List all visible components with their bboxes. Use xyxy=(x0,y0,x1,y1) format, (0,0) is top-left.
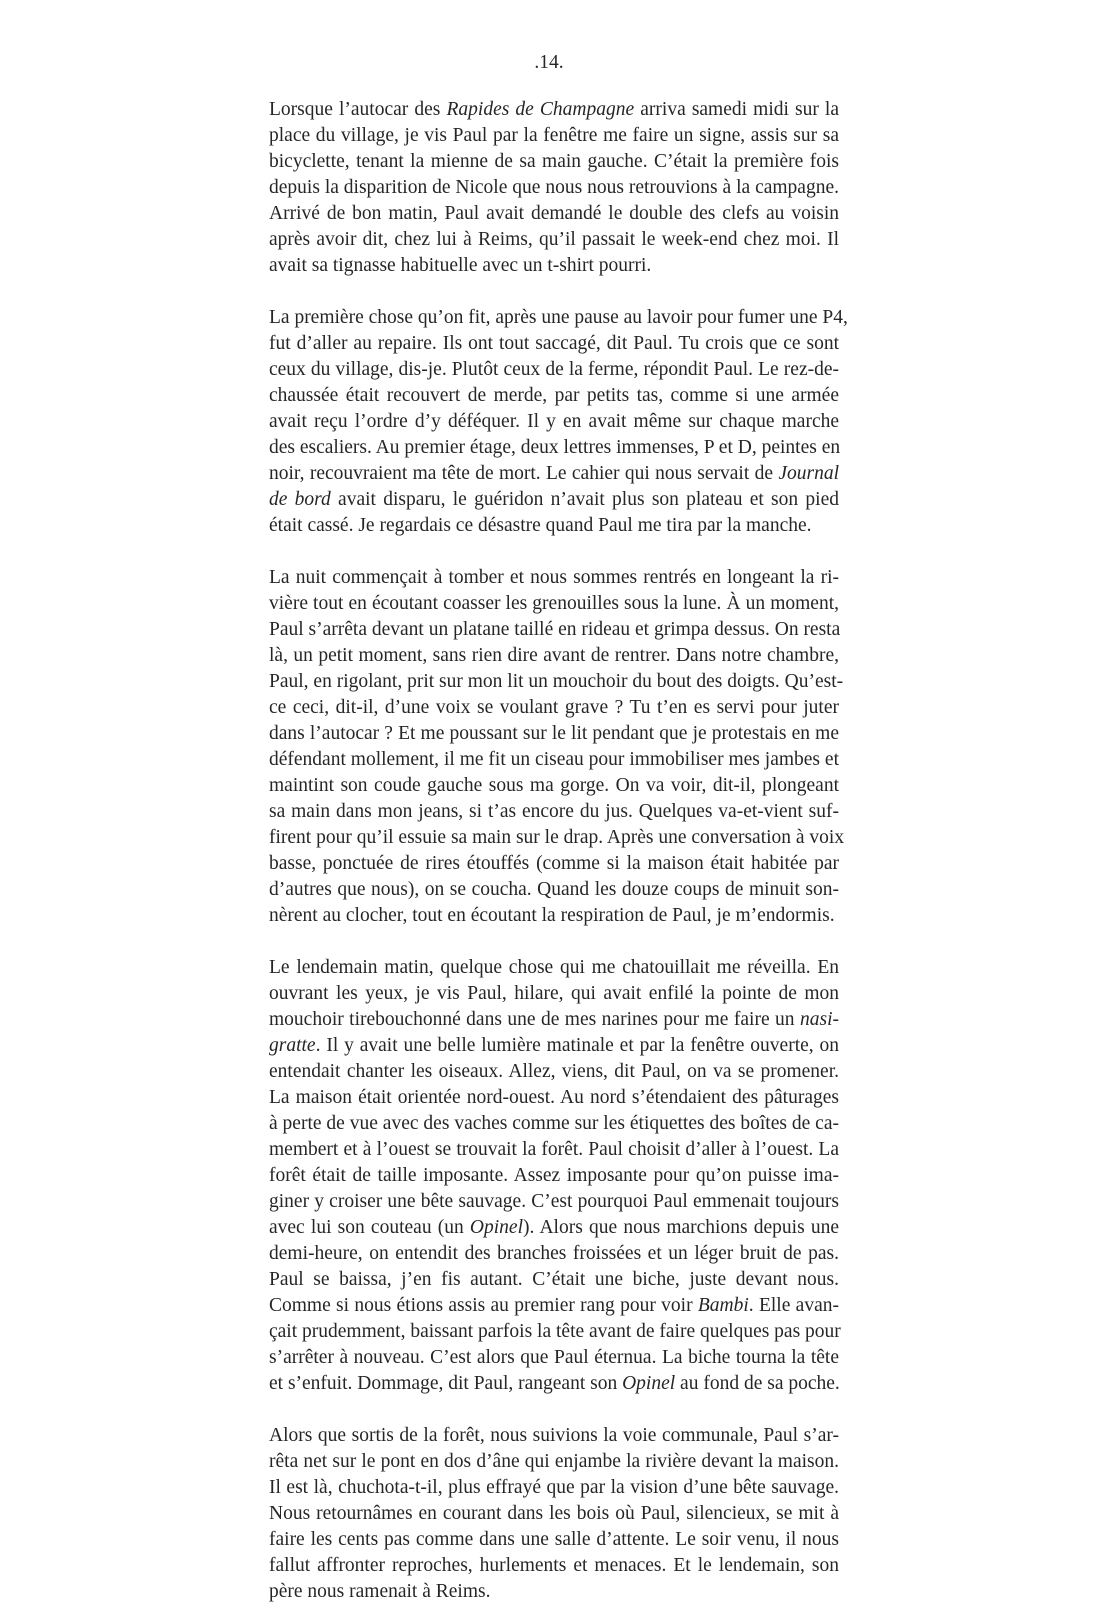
paragraph xyxy=(269,565,845,929)
text-segment: défendant mollement, il me fit un ciseau pour immobiliser mes jambes et xyxy=(269,749,839,770)
italic-text: Rapides de Champagne xyxy=(446,99,635,120)
text-line xyxy=(269,565,839,591)
text-line xyxy=(269,1501,839,1527)
text-segment: Lorsque l’autocar des xyxy=(269,99,447,120)
text-line xyxy=(269,201,839,227)
text-segment: Arrivé de bon matin, Paul avait demandé le double des clefs au voisin xyxy=(269,203,839,224)
text-segment: depuis la disparition de Nicole que nous nous retrouvions à la campagne. xyxy=(269,177,839,198)
text-line xyxy=(269,669,844,695)
text-line xyxy=(269,409,839,435)
text-segment: rêta net sur le pont en dos d’âne qui enjambe la rivière devant la maison. xyxy=(269,1451,839,1472)
text-line xyxy=(269,227,839,253)
text-line xyxy=(269,1085,839,1111)
text-line xyxy=(269,97,839,123)
text-segment: fallut affronter reproches, hurlements et menaces. Et le lendemain, son xyxy=(269,1555,839,1576)
text-line xyxy=(269,1137,839,1163)
text-segment: père nous ramenait à Reims. xyxy=(269,1581,491,1602)
text-line xyxy=(269,461,839,487)
text-line xyxy=(269,1579,839,1605)
text-line xyxy=(269,149,839,175)
text-line xyxy=(269,357,839,383)
text-segment: Paul se baissa, j’en fis autant. C’était une biche, juste devant nous. xyxy=(269,1269,839,1290)
text-line xyxy=(269,851,839,877)
text-segment: là, un petit moment, sans rien dire avant de rentrer. Dans notre chambre, xyxy=(269,645,839,666)
text-line xyxy=(269,305,848,331)
text-line xyxy=(269,1475,839,1501)
text-segment: çait prudemment, baissant parfois la tête avant de faire quelques pas pour xyxy=(269,1321,841,1342)
text-segment: maintint son coude gauche sous ma gorge. On va voir, dit-il, plongeant xyxy=(269,775,839,796)
text-line xyxy=(269,1319,839,1345)
body-text xyxy=(269,97,848,1605)
text-line xyxy=(269,1423,839,1449)
text-segment: après avoir dit, chez lui à Reims, qu’il passait le week-end chez moi. Il xyxy=(269,229,839,250)
text-segment: au fond de sa poche. xyxy=(675,1373,840,1394)
text-line xyxy=(269,1241,839,1267)
text-segment: La nuit commençait à tomber et nous sommes rentrés en longeant la ri- xyxy=(269,567,839,588)
text-line xyxy=(269,1163,839,1189)
text-line xyxy=(269,1189,839,1215)
text-line xyxy=(269,123,839,149)
paragraph xyxy=(269,97,839,279)
text-segment: ). Alors que nous marchions depuis une xyxy=(523,1217,839,1238)
text-segment: sa main dans mon jeans, si t’as encore du jus. Quelques va-et-vient suf- xyxy=(269,801,839,822)
text-segment: avait sa tignasse habituelle avec un t-shirt pourri. xyxy=(269,255,652,276)
text-line xyxy=(269,1553,839,1579)
text-segment: s’arrêter à nouveau. C’est alors que Paul éternua. La biche tourna la tête xyxy=(269,1347,839,1368)
text-segment: Comme si nous étions assis au premier rang pour voir xyxy=(269,1295,698,1316)
text-line xyxy=(269,903,839,929)
text-segment: membert et à l’ouest se trouvait la forêt. Paul choisit d’aller à l’ouest. La xyxy=(269,1139,839,1160)
text-line xyxy=(269,825,845,851)
text-line xyxy=(269,487,839,513)
text-segment: avec lui son couteau (un xyxy=(269,1217,470,1238)
text-segment: Alors que sortis de la forêt, nous suivions la voie communale, Paul s’ar- xyxy=(269,1425,839,1446)
text-line xyxy=(269,591,839,617)
text-segment: La première chose qu’on fit, après une pause au lavoir pour fumer une P4, xyxy=(269,307,848,328)
italic-text: Opinel xyxy=(469,1217,523,1238)
text-line xyxy=(269,1527,839,1553)
text-line xyxy=(269,747,839,773)
italic-text: Bambi xyxy=(697,1295,749,1316)
text-segment: dans l’autocar ? Et me poussant sur le lit pendant que je protestais en me xyxy=(269,723,839,744)
text-segment: basse, ponctuée de rires étouffés (comme si la maison était habitée par xyxy=(269,853,839,874)
page-number: .14. xyxy=(534,52,564,73)
text-segment: ceux du village, dis-je. Plutôt ceux de la ferme, répondit Paul. Le rez-de- xyxy=(269,359,839,380)
text-line xyxy=(269,773,839,799)
text-segment: arriva samedi midi sur la xyxy=(634,99,839,120)
text-line xyxy=(269,253,839,279)
text-line xyxy=(269,1111,839,1137)
text-segment: Paul, en rigolant, prit sur mon lit un mouchoir du bout des doigts. Qu’est- xyxy=(269,671,844,692)
text-line xyxy=(269,877,839,903)
text-segment: ce ceci, dit-il, d’une voix se voulant grave ? Tu t’en es servi pour juter xyxy=(269,697,839,718)
text-segment: mouchoir tirebouchonné dans une de mes narines pour me faire un xyxy=(269,1009,800,1030)
text-line xyxy=(269,955,839,981)
text-segment: ouvrant les yeux, je vis Paul, hilare, qui avait enfilé la pointe de mon xyxy=(269,983,839,1004)
text-segment: firent pour qu’il essuie sa main sur le drap. Après une conversation à voix xyxy=(269,827,845,848)
text-line xyxy=(269,175,839,201)
text-line xyxy=(269,331,839,357)
text-segment: noir, recouvraient ma tête de mort. Le cahier qui nous servait de xyxy=(269,463,779,484)
italic-text: de bord xyxy=(269,489,331,510)
text-segment: des escaliers. Au premier étage, deux lettres immenses, P et D, peintes en xyxy=(269,437,841,458)
text-segment: vière tout en écoutant coasser les grenouilles sous la lune. À un moment, xyxy=(269,593,839,614)
text-segment: Le lendemain matin, quelque chose qui me chatouillait me réveilla. En xyxy=(269,957,839,978)
text-line xyxy=(269,643,839,669)
paragraph xyxy=(269,1423,839,1605)
text-segment: et s’enfuit. Dommage, dit Paul, rangeant son xyxy=(269,1373,623,1394)
text-line xyxy=(269,799,839,825)
text-line xyxy=(269,383,839,409)
text-line xyxy=(269,1449,839,1475)
text-segment: d’autres que nous), on se coucha. Quand les douze coups de minuit son- xyxy=(269,879,839,900)
text-line xyxy=(269,1371,839,1397)
text-line xyxy=(269,695,839,721)
text-segment: bicyclette, tenant la mienne de sa main gauche. C’était la première fois xyxy=(269,151,839,172)
text-segment: giner y croiser une bête sauvage. C’est pourquoi Paul emmenait toujours xyxy=(269,1191,839,1212)
text-segment: forêt était de taille imposante. Assez imposante pour qu’on puisse ima- xyxy=(269,1165,839,1186)
text-segment: nèrent au clocher, tout en écoutant la respiration de Paul, je m’endormis. xyxy=(269,905,835,926)
text-line xyxy=(269,1215,839,1241)
text-line xyxy=(269,1059,839,1085)
text-line xyxy=(269,981,839,1007)
text-line xyxy=(269,1345,839,1371)
text-segment: fut d’aller au repaire. Ils ont tout saccagé, dit Paul. Tu crois que ce sont xyxy=(269,333,839,354)
text-segment: à perte de vue avec des vaches comme sur les étiquettes des boîtes de ca- xyxy=(269,1113,839,1134)
text-line xyxy=(269,1007,839,1033)
italic-text: nasi- xyxy=(800,1009,839,1030)
text-segment: Paul s’arrêta devant un platane taillé en rideau et grimpa dessus. On resta xyxy=(269,619,841,640)
italic-text: gratte xyxy=(269,1035,316,1056)
text-line xyxy=(269,1267,839,1293)
text-line xyxy=(269,721,839,747)
text-segment: avait reçu l’ordre d’y déféquer. Il y en avait même sur chaque marche xyxy=(269,411,839,432)
paragraph xyxy=(269,305,848,539)
text-segment: était cassé. Je regardais ce désastre quand Paul me tira par la manche. xyxy=(269,515,812,536)
text-line xyxy=(269,1293,839,1319)
text-line xyxy=(269,513,839,539)
text-segment: La maison était orientée nord-ouest. Au nord s’étendaient des pâturages xyxy=(269,1087,839,1108)
text-segment: Il est là, chuchota-t-il, plus effrayé que par la vision d’une bête sauvage. xyxy=(269,1477,839,1498)
text-segment: chaussée était recouvert de merde, par petits tas, comme si une armée xyxy=(269,385,839,406)
italic-text: Journal xyxy=(778,463,839,484)
text-segment: avait disparu, le guéridon n’avait plus son plateau et son pied xyxy=(330,489,839,510)
italic-text: Opinel xyxy=(622,1373,676,1394)
text-line xyxy=(269,617,839,643)
text-segment: . Il y avait une belle lumière matinale et par la fenêtre ouverte, on xyxy=(315,1035,839,1056)
text-line xyxy=(269,1033,839,1059)
text-segment: demi-heure, on entendit des branches froissées et un léger bruit de pas. xyxy=(269,1243,839,1264)
text-segment: Nous retournâmes en courant dans les bois où Paul, silencieux, se mit à xyxy=(269,1503,839,1524)
text-line xyxy=(269,435,839,461)
text-segment: place du village, je vis Paul par la fenêtre me faire un signe, assis sur sa xyxy=(269,125,839,146)
text-segment: . Elle avan- xyxy=(748,1295,839,1316)
paragraph xyxy=(269,955,839,1397)
text-segment: faire les cents pas comme dans une salle d’attente. Le soir venu, il nous xyxy=(269,1529,839,1550)
text-segment: entendait chanter les oiseaux. Allez, viens, dit Paul, on va se promener. xyxy=(269,1061,839,1082)
